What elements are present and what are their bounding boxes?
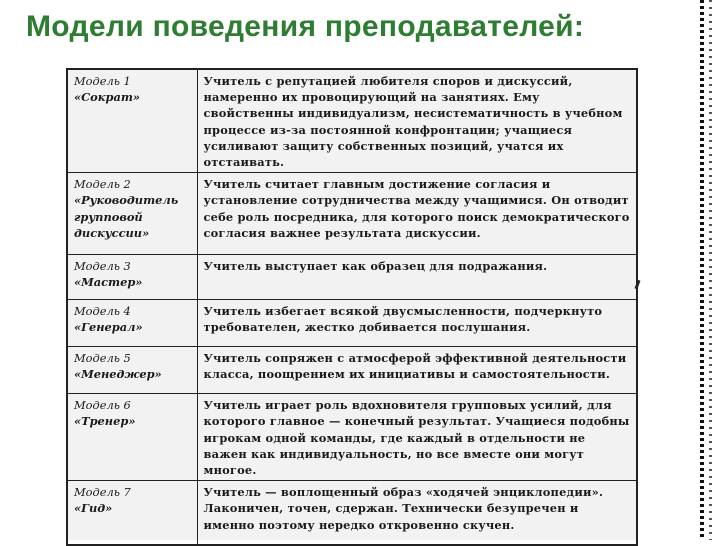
model-description: Учитель сопряжен с атмосферой эффективной деятельности класса, поощрением их инициативы и самостоятельности. [197,347,637,394]
slide-title: Модели поведения преподавателей: [26,10,585,43]
model-cell [67,173,197,255]
model-description: Учитель выступает как образец для подражания. [197,255,637,300]
table-row [67,347,637,394]
model-number: Модель 3 [74,259,131,274]
model-description: Учитель считает главным достижение согласия и установление сотрудничества между учащимися. Он отводит себе роль посредника, для которого поиск демократического согласия важнее результата дискуссии. [197,173,637,255]
models-table-body [67,69,637,545]
model-cell [67,69,197,173]
decorative-border [700,0,720,540]
model-cell [67,394,197,481]
table-row [67,394,637,481]
table-row [67,69,637,173]
model-number: Модель 2 [74,177,131,192]
model-cell [67,347,197,394]
model-name: «Генерал» [74,320,143,335]
model-number: Модель 7 [74,485,131,500]
table-row [67,255,637,300]
model-cell [67,255,197,300]
model-description: Учитель играет роль вдохновителя групповых усилий, для которого главное — конечный результат. Учащиеся подобны игрокам одной команды, где каждый в отдельности не важен как индивидуальность, но все вместе они могут многое. [197,394,637,481]
model-cell [67,300,197,347]
model-description: Учитель с репутацией любителя споров и дискуссий, намеренно их провоцирующий на занятиях. Ему свойственны индивидуализм, несистематичность в учебном процессе из-за постоянной конфронтации; учащиеся усиливают защиту собственных позиций, учатся их отстаивать. [197,69,637,173]
model-number: Модель 4 [74,304,131,319]
models-table [66,68,638,546]
model-name: «Мастер» [74,275,143,290]
table-row [67,481,637,545]
table-row [67,300,637,347]
table-row [67,173,637,255]
model-number: Модель 1 [74,74,131,88]
model-name: «Руководитель групповой дискуссии» [74,193,179,240]
model-name: «Гид» [74,501,113,516]
model-name: «Менеджер» [74,367,162,382]
model-name: «Сократ» [74,90,141,105]
model-description: Учитель — воплощенный образ «ходячей энциклопедии». Лаконичен, точен, сдержан. Технически безупречен и именно поэтому нередко откровенно скучен. [197,481,637,545]
models-table-container [66,68,638,540]
model-cell [67,481,197,545]
model-number: Модель 6 [74,398,131,413]
model-description: Учитель избегает всякой двусмысленности, подчеркнуто требователен, жестко добивается послушания. [197,300,637,347]
model-name: «Тренер» [74,414,136,429]
model-number: Модель 5 [74,351,131,366]
